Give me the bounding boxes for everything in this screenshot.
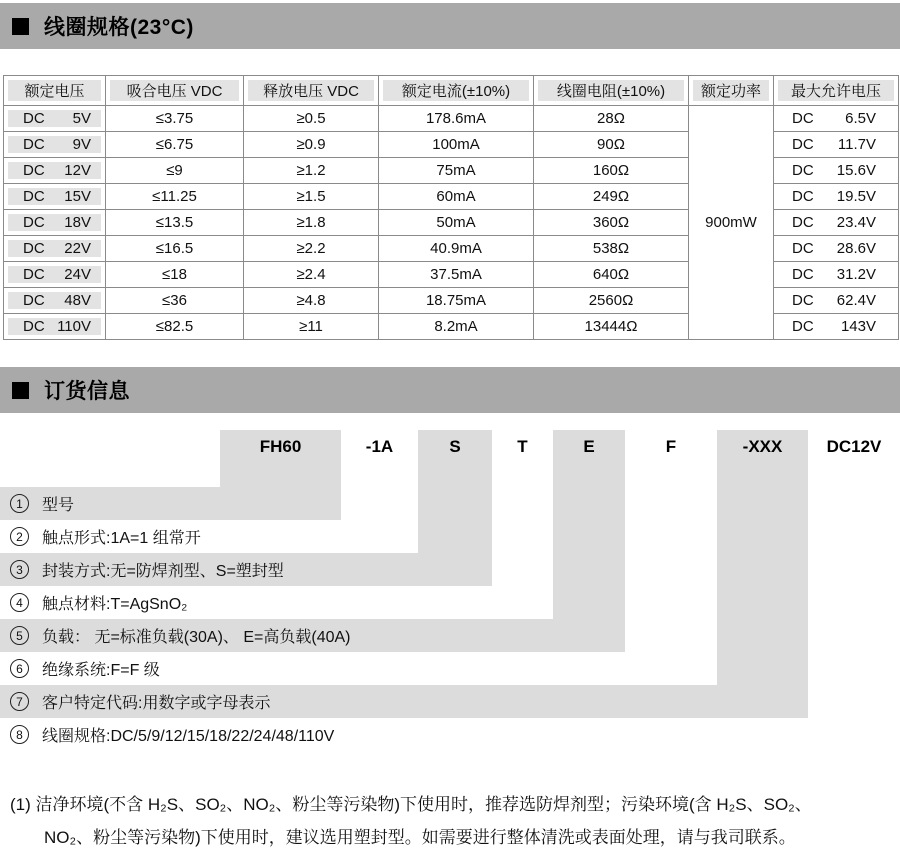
rated-voltage-value: 18V bbox=[64, 214, 91, 231]
rated-current-cell: 37.5mA bbox=[379, 262, 534, 288]
footnote-line-1: (1) 洁净环境(不含 H₂S、SO₂、NO₂、粉尘等污染物)下使用时，推荐选防焊剂型；污染环境(含 H₂S、SO₂、 bbox=[10, 795, 812, 814]
rated-current-cell: 75mA bbox=[379, 158, 534, 184]
rated-voltage-pair bbox=[4, 318, 105, 335]
release-voltage-cell: ≥0.9 bbox=[244, 132, 379, 158]
coil-resistance-cell: 28Ω bbox=[534, 106, 689, 132]
max-voltage-pair bbox=[774, 266, 898, 283]
legend-text: 触点形式:1A=1 组常开 bbox=[42, 530, 201, 547]
max-voltage-prefix: DC bbox=[792, 240, 814, 257]
circled-number: 1 bbox=[10, 494, 29, 513]
legend-text: 封装方式:无=防焊剂型、S=塑封型 bbox=[42, 563, 284, 580]
rated-voltage-prefix: DC bbox=[23, 318, 45, 335]
max-voltage-cell bbox=[774, 184, 899, 210]
max-voltage-pair bbox=[774, 136, 898, 153]
section-marker-square-icon bbox=[12, 382, 29, 399]
pickup-voltage-cell: ≤9 bbox=[106, 158, 244, 184]
rated-voltage-cell bbox=[4, 210, 106, 236]
legend-text: 客户特定代码:用数字或字母表示 bbox=[42, 695, 271, 712]
max-voltage-prefix: DC bbox=[792, 110, 814, 127]
coil-spec-section-title: 线圈规格(23°C) bbox=[44, 16, 194, 39]
code-part-insulation: F bbox=[665, 437, 677, 456]
max-voltage-prefix: DC bbox=[792, 266, 814, 283]
rated-voltage-value: 15V bbox=[64, 188, 91, 205]
max-voltage-pair bbox=[774, 318, 898, 335]
circled-number: 2 bbox=[10, 527, 29, 546]
footnote-line-2: NO₂、粉尘等污染物)下使用时，建议选用塑封型。如需要进行整体清洗或表面处理，请与我司联系。 bbox=[44, 828, 796, 847]
coil-column-header: 额定功率 bbox=[689, 76, 774, 106]
datasheet-page bbox=[0, 3, 900, 860]
circled-number: 6 bbox=[10, 659, 29, 678]
rated-voltage-value: 12V bbox=[64, 162, 91, 179]
rated-voltage-pair bbox=[4, 292, 105, 309]
rated-voltage-value: 22V bbox=[64, 240, 91, 257]
coil-spec-section-bar bbox=[0, 3, 900, 49]
rated-power-cell: 900mW bbox=[689, 106, 774, 340]
pickup-voltage-cell: ≤11.25 bbox=[106, 184, 244, 210]
release-voltage-cell: ≥2.2 bbox=[244, 236, 379, 262]
rated-voltage-prefix: DC bbox=[23, 292, 45, 309]
legend-row-load bbox=[10, 619, 351, 652]
rated-voltage-cell bbox=[4, 262, 106, 288]
pickup-voltage-cell: ≤18 bbox=[106, 262, 244, 288]
max-voltage-cell bbox=[774, 236, 899, 262]
footnote bbox=[0, 788, 900, 854]
rated-voltage-value: 5V bbox=[72, 110, 91, 127]
max-voltage-cell bbox=[774, 314, 899, 340]
rated-voltage-value: 48V bbox=[64, 292, 91, 309]
rated-voltage-cell bbox=[4, 106, 106, 132]
code-part-contact-material: T bbox=[517, 437, 528, 456]
max-voltage-value: 6.5V bbox=[845, 110, 876, 127]
max-voltage-prefix: DC bbox=[792, 292, 814, 309]
max-voltage-pair bbox=[774, 110, 898, 127]
rated-voltage-prefix: DC bbox=[23, 266, 45, 283]
rated-current-cell: 40.9mA bbox=[379, 236, 534, 262]
max-voltage-cell bbox=[774, 288, 899, 314]
coil-column-header: 吸合电压 VDC bbox=[106, 76, 244, 106]
rated-voltage-prefix: DC bbox=[23, 136, 45, 153]
rated-current-cell: 18.75mA bbox=[379, 288, 534, 314]
coil-resistance-cell: 360Ω bbox=[534, 210, 689, 236]
coil-resistance-cell: 538Ω bbox=[534, 236, 689, 262]
max-voltage-pair bbox=[774, 292, 898, 309]
pickup-voltage-cell: ≤3.75 bbox=[106, 106, 244, 132]
max-voltage-value: 62.4V bbox=[836, 292, 876, 309]
section-marker-square-icon bbox=[12, 18, 29, 35]
rated-voltage-pair bbox=[4, 110, 105, 127]
coil-resistance-cell: 90Ω bbox=[534, 132, 689, 158]
rated-voltage-pair bbox=[4, 136, 105, 153]
rated-voltage-cell bbox=[4, 314, 106, 340]
coil-resistance-cell: 160Ω bbox=[534, 158, 689, 184]
max-voltage-prefix: DC bbox=[792, 214, 814, 231]
staircase-column-custom-code bbox=[717, 430, 808, 718]
circled-number: 7 bbox=[10, 692, 29, 711]
max-voltage-pair bbox=[774, 240, 898, 257]
pickup-voltage-cell: ≤82.5 bbox=[106, 314, 244, 340]
legend-row-custom-code bbox=[10, 685, 270, 718]
rated-voltage-value: 110V bbox=[57, 318, 91, 335]
rated-voltage-prefix: DC bbox=[23, 188, 45, 205]
code-part-model: FH60 bbox=[259, 437, 302, 456]
coil-column-header: 释放电压 VDC bbox=[244, 76, 379, 106]
max-voltage-pair bbox=[774, 214, 898, 231]
rated-voltage-prefix: DC bbox=[23, 162, 45, 179]
max-voltage-cell bbox=[774, 106, 899, 132]
max-voltage-prefix: DC bbox=[792, 162, 814, 179]
legend-text: 型号 bbox=[42, 497, 75, 514]
max-voltage-value: 15.6V bbox=[836, 162, 876, 179]
rated-current-cell: 8.2mA bbox=[379, 314, 534, 340]
ordering-section-title: 订货信息 bbox=[44, 380, 130, 403]
code-part-coil-voltage: DC12V bbox=[826, 437, 882, 456]
legend-row-contact-form bbox=[10, 520, 201, 553]
rated-voltage-value: 9V bbox=[72, 136, 91, 153]
release-voltage-cell: ≥0.5 bbox=[244, 106, 379, 132]
release-voltage-cell: ≥4.8 bbox=[244, 288, 379, 314]
ordering-section-bar bbox=[0, 367, 900, 413]
circled-number: 8 bbox=[10, 725, 29, 744]
legend-text: 负载： 无=标准负载(30A)、 E=高负载(40A) bbox=[42, 629, 351, 646]
legend-text: 触点材料:T=AgSnO₂ bbox=[42, 596, 188, 613]
rated-voltage-prefix: DC bbox=[23, 240, 45, 257]
coil-spec-table-wrap bbox=[3, 75, 900, 340]
legend-row-enclosure bbox=[10, 553, 284, 586]
rated-voltage-cell bbox=[4, 132, 106, 158]
max-voltage-cell bbox=[774, 158, 899, 184]
pickup-voltage-cell: ≤36 bbox=[106, 288, 244, 314]
coil-spec-table bbox=[3, 75, 899, 340]
coil-table-body bbox=[4, 106, 899, 340]
rated-voltage-pair bbox=[4, 214, 105, 231]
release-voltage-cell: ≥2.4 bbox=[244, 262, 379, 288]
max-voltage-value: 31.2V bbox=[836, 266, 876, 283]
max-voltage-value: 23.4V bbox=[836, 214, 876, 231]
pickup-voltage-cell: ≤16.5 bbox=[106, 236, 244, 262]
max-voltage-prefix: DC bbox=[792, 188, 814, 205]
max-voltage-prefix: DC bbox=[792, 136, 814, 153]
code-part-custom-code: -XXX bbox=[742, 437, 783, 456]
coil-resistance-cell: 2560Ω bbox=[534, 288, 689, 314]
rated-current-cell: 50mA bbox=[379, 210, 534, 236]
legend-row-insulation bbox=[10, 652, 160, 685]
pickup-voltage-cell: ≤6.75 bbox=[106, 132, 244, 158]
legend-row-model bbox=[10, 487, 74, 520]
coil-column-header: 额定电压 bbox=[4, 76, 106, 106]
code-part-contact-form: -1A bbox=[365, 437, 394, 456]
rated-voltage-prefix: DC bbox=[23, 214, 45, 231]
rated-voltage-prefix: DC bbox=[23, 110, 45, 127]
rated-current-cell: 60mA bbox=[379, 184, 534, 210]
coil-resistance-cell: 249Ω bbox=[534, 184, 689, 210]
rated-voltage-cell bbox=[4, 158, 106, 184]
circled-number: 4 bbox=[10, 593, 29, 612]
code-part-load: E bbox=[583, 437, 595, 456]
release-voltage-cell: ≥1.2 bbox=[244, 158, 379, 184]
circled-number: 3 bbox=[10, 560, 29, 579]
rated-current-cell: 178.6mA bbox=[379, 106, 534, 132]
legend-text: 绝缘系统:F=F 级 bbox=[42, 662, 160, 679]
rated-voltage-value: 24V bbox=[64, 266, 91, 283]
coil-table-header bbox=[4, 76, 899, 106]
rated-voltage-pair bbox=[4, 266, 105, 283]
rated-voltage-cell bbox=[4, 236, 106, 262]
release-voltage-cell: ≥1.8 bbox=[244, 210, 379, 236]
max-voltage-cell bbox=[774, 262, 899, 288]
coil-column-header: 最大允许电压 bbox=[774, 76, 899, 106]
max-voltage-cell bbox=[774, 210, 899, 236]
rated-voltage-pair bbox=[4, 240, 105, 257]
coil-column-header: 额定电流(±10%) bbox=[379, 76, 534, 106]
ordering-code-diagram bbox=[0, 430, 900, 751]
release-voltage-cell: ≥1.5 bbox=[244, 184, 379, 210]
max-voltage-prefix: DC bbox=[792, 318, 814, 335]
rated-current-cell: 100mA bbox=[379, 132, 534, 158]
coil-table-row bbox=[4, 106, 899, 132]
coil-resistance-cell: 640Ω bbox=[534, 262, 689, 288]
max-voltage-cell bbox=[774, 132, 899, 158]
pickup-voltage-cell: ≤13.5 bbox=[106, 210, 244, 236]
coil-column-header: 线圈电阻(±10%) bbox=[534, 76, 689, 106]
rated-voltage-cell bbox=[4, 288, 106, 314]
code-part-enclosure: S bbox=[449, 437, 461, 456]
legend-row-coil-voltage bbox=[10, 718, 334, 751]
max-voltage-pair bbox=[774, 188, 898, 205]
rated-voltage-cell bbox=[4, 184, 106, 210]
max-voltage-value: 143V bbox=[840, 318, 876, 335]
rated-voltage-pair bbox=[4, 162, 105, 179]
circled-number: 5 bbox=[10, 626, 29, 645]
legend-text: 线圈规格:DC/5/9/12/15/18/22/24/48/110V bbox=[42, 728, 335, 745]
coil-resistance-cell: 13444Ω bbox=[534, 314, 689, 340]
max-voltage-value: 11.7V bbox=[837, 136, 876, 153]
legend-row-contact-material bbox=[10, 586, 187, 619]
max-voltage-value: 28.6V bbox=[836, 240, 876, 257]
rated-voltage-pair bbox=[4, 188, 105, 205]
max-voltage-pair bbox=[774, 162, 898, 179]
max-voltage-value: 19.5V bbox=[836, 188, 876, 205]
release-voltage-cell: ≥11 bbox=[244, 314, 379, 340]
